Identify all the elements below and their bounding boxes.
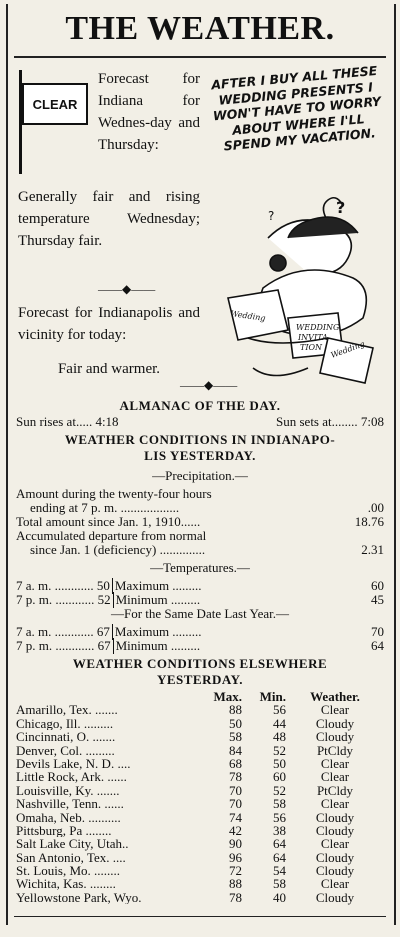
max-cell: 70: [229, 796, 242, 812]
min-cell: 56: [273, 702, 286, 718]
indianapolis-conditions-title-2: LIS YESTERDAY.: [144, 448, 256, 463]
table-row: [16, 864, 384, 877]
last-year-heading: —For the Same Date Last Year.—: [110, 606, 289, 621]
table-row: [16, 770, 384, 783]
weather-cell: Clear: [320, 796, 350, 812]
min-cell: 64: [273, 836, 286, 852]
city-cell: Chicago, Ill. .........: [16, 716, 114, 731]
min-cell: 64: [273, 849, 286, 865]
last-year-row-pm: 7 p. m. ............ 67 Minimum ......... 64: [16, 638, 384, 653]
weather-cell: PtCldy: [316, 782, 354, 798]
city-forecast-heading: Forecast for Indianapolis and vicinity for today:: [18, 305, 200, 343]
max-cell: 70: [229, 782, 242, 798]
city-cell: Salt Lake City, Utah..: [16, 837, 129, 851]
table-row: [16, 811, 384, 824]
weather-cell: PtCldy: [316, 742, 354, 758]
max-cell: 88: [229, 702, 242, 718]
city-cell: Wichita, Kas. ........: [16, 877, 116, 891]
svg-text:?: ?: [336, 198, 346, 217]
min-cell: 58: [273, 876, 286, 892]
indiana-forecast-heading: Forecast for Indiana for Wednes-day and Thursday:: [98, 71, 200, 153]
max-cell: 78: [229, 889, 242, 905]
elsewhere-title-2: YESTERDAY.: [156, 672, 244, 687]
min-cell: 60: [273, 769, 286, 785]
weather-cell: Clear: [320, 702, 350, 718]
weather-cell: Cloudy: [315, 809, 355, 825]
city-cell: Amarillo, Tex. .......: [16, 703, 118, 717]
min-cell: 58: [273, 796, 286, 812]
sunset-text: Sun sets at........ 7:08: [276, 414, 384, 429]
title-rule: [14, 56, 386, 58]
city-forecast-text: Fair and warmer.: [57, 361, 161, 377]
min-cell: 56: [273, 809, 286, 825]
weather-cell: Clear: [320, 769, 350, 785]
amount-line-2: ending at 7 p. m. .................. .00: [30, 500, 384, 515]
weather-cell: Clear: [320, 755, 350, 771]
indianapolis-conditions-title-1: WEATHER CONDITIONS IN INDIANAPO-: [64, 432, 336, 447]
header-weather: Weather.: [310, 689, 360, 704]
svg-text:TION: TION: [300, 343, 323, 352]
weather-cell: Cloudy: [315, 849, 355, 865]
min-cell: 52: [273, 742, 286, 758]
elsewhere-title-1: WEATHER CONDITIONS ELSEWHERE: [72, 656, 328, 671]
sun-times-row: [16, 414, 384, 430]
city-cell: San Antonio, Tex. ....: [16, 850, 126, 865]
ornament-divider-2-icon: ——◆——: [180, 378, 238, 392]
svg-text:Wedding: Wedding: [329, 339, 366, 360]
sunrise-text: Sun rises at..... 4:18: [16, 414, 119, 429]
table-row: [16, 744, 384, 757]
table-row: [16, 703, 384, 716]
svg-text:WEDDING: WEDDING: [296, 323, 340, 332]
svg-text:INVITA: INVITA: [298, 333, 328, 342]
cartoon-caption: AFTER I BUY ALL THESE WEDDING PRESENTS I WON'T HAVE TO WORRY ABOUT WHERE I'LL SPEND MY VACATION.: [210, 62, 382, 154]
weather-cell: Cloudy: [315, 889, 355, 905]
temp-row-pm: 7 p. m. ............ 52 Minimum ......... 45: [16, 592, 384, 607]
temp-row-am: 7 a. m. ............ 50 Maximum ......... 60: [16, 578, 384, 593]
table-row: [16, 824, 384, 837]
max-cell: 96: [229, 849, 242, 865]
almanac-title: ALMANAC OF THE DAY.: [119, 398, 281, 413]
city-cell: Cincinnati, O. .......: [16, 730, 116, 744]
elsewhere-table: [16, 690, 384, 904]
svg-text:?: ?: [268, 209, 275, 223]
table-row: [16, 717, 384, 730]
min-cell: 40: [273, 889, 286, 905]
weather-cell: Cloudy: [315, 715, 355, 731]
ornament-divider-icon: ——◆——: [98, 282, 156, 296]
weather-cell: Clear: [320, 876, 350, 892]
max-cell: 88: [229, 876, 242, 892]
city-cell: Omaha, Neb. ..........: [16, 810, 121, 824]
min-cell: 52: [273, 782, 286, 798]
city-cell: St. Louis, Mo. ........: [16, 864, 121, 878]
min-cell: 54: [273, 863, 286, 879]
max-cell: 74: [229, 809, 242, 825]
departure-line-1: Accumulated departure from normal: [16, 528, 207, 543]
min-cell: 50: [273, 755, 286, 771]
table-header: [16, 690, 384, 703]
last-year-row-am: 7 a. m. ............ 67 Maximum ......... 70: [16, 624, 384, 639]
city-cell: Devils Lake, N. D. ....: [16, 756, 131, 771]
city-cell: Nashville, Tenn. ......: [16, 797, 124, 811]
page-title: THE WEATHER.: [65, 10, 335, 47]
flag-label: CLEAR: [32, 96, 78, 112]
table-row: [16, 877, 384, 890]
min-cell: 44: [273, 715, 286, 731]
total-amount-row: Total amount since Jan. 1, 1910...... 18.76: [16, 514, 384, 529]
city-cell: Louisville, Ky. .......: [16, 783, 120, 798]
city-cell: Denver, Col. .........: [16, 743, 115, 757]
min-cell: 48: [273, 729, 286, 745]
max-cell: 78: [229, 769, 242, 785]
max-cell: 50: [229, 715, 242, 731]
departure-line-2: since Jan. 1 (deficiency) .............. 2.31: [30, 542, 384, 557]
precipitation-heading: —Precipitation.—: [152, 468, 248, 483]
table-row: [16, 784, 384, 797]
svg-text:Wedding: Wedding: [229, 309, 267, 323]
table-row: [16, 730, 384, 743]
clear-flag-icon: [22, 83, 88, 125]
max-cell: 58: [229, 729, 242, 745]
amount-line-1: Amount during the twenty-four hours: [16, 486, 212, 501]
table-row: [16, 851, 384, 864]
table-row: [16, 797, 384, 810]
header-min: Min.: [259, 689, 286, 704]
weather-cell: Cloudy: [315, 729, 355, 745]
max-cell: 84: [229, 742, 242, 758]
table-row: [16, 757, 384, 770]
max-cell: 68: [229, 755, 242, 771]
weather-cell: Cloudy: [315, 822, 355, 838]
city-cell: Little Rock, Ark. ......: [16, 770, 127, 784]
city-cell: Yellowstone Park, Wyo.: [16, 890, 142, 905]
weather-cell: Clear: [320, 836, 350, 852]
max-cell: 90: [229, 836, 242, 852]
table-row: [16, 891, 384, 904]
table-row: [16, 837, 384, 850]
header-max: Max.: [213, 689, 242, 704]
temperatures-heading: —Temperatures.—: [150, 560, 250, 575]
bottom-rule: [14, 916, 386, 917]
min-cell: 38: [273, 822, 286, 838]
max-cell: 42: [229, 822, 242, 838]
max-cell: 72: [229, 863, 242, 879]
city-cell: Pittsburg, Pa ........: [16, 823, 112, 838]
weather-cell: Cloudy: [315, 863, 355, 879]
indiana-forecast-text: Generally fair and rising temperature Wednesday; Thursday fair.: [18, 189, 200, 249]
table-body: [16, 703, 384, 904]
